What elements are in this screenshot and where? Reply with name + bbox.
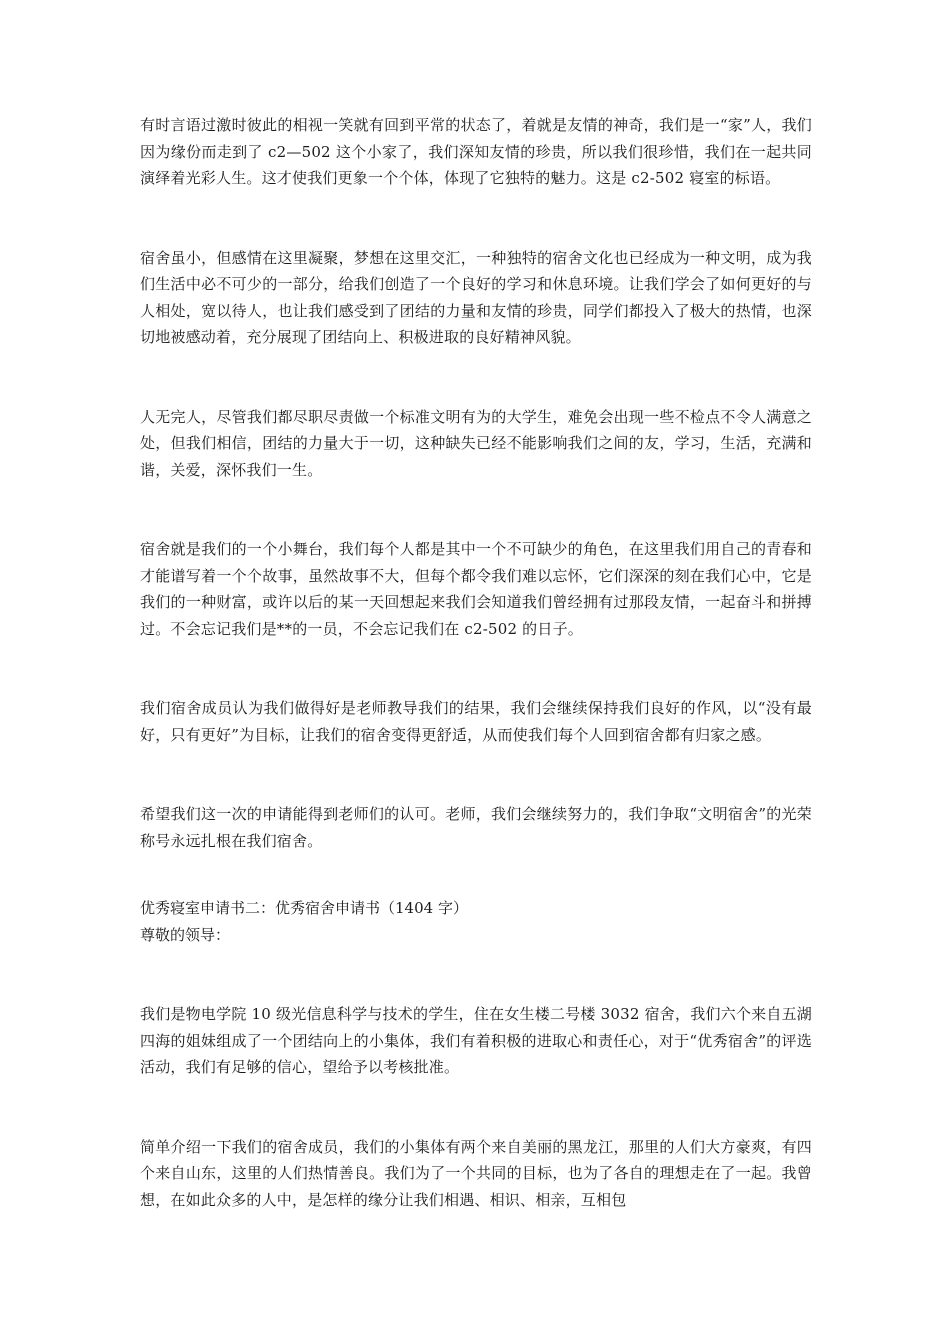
paragraph: 宿舍虽小，但感情在这里凝聚，梦想在这里交汇，一种独特的宿舍文化也已经成为一种文明，成为我们生活中必不可少的一部分，给我们创造了一个良好的学习和休息环境。让我们学会了如何更好的与人相处，宽以待人，也让我们感受到了团结的力量和友情的珍贵，同学们都投入了极大的热情，也深切地被感动着，充分展现了团结向上、积极进取的良好精神风貌。 — [140, 248, 812, 346]
paragraph-gap — [140, 351, 812, 404]
paragraph: 希望我们这一次的申请能得到老师们的认可。老师，我们会继续努力的，我们争取“文明宿舍”的光荣称号永远扎根在我们宿舍。 — [140, 805, 812, 850]
paragraph-gap — [140, 748, 812, 801]
paragraph-gap — [140, 854, 812, 895]
paragraph: 有时言语过激时彼此的相视一笑就有回到平常的状态了，着就是友情的神奇，我们是一“家”人，我们因为缘份而走到了 c2—502 这个小家了，我们深知友情的珍贵，所以我们很珍惜，我们在一起共同演绎着光彩人生。这才使我们更象一个个体，体现了它独特的魅力。这是 c2-502 寝室的标语。 — [140, 116, 812, 187]
paragraph-gap — [140, 483, 812, 536]
paragraph-gap — [140, 192, 812, 245]
paragraph-gap — [140, 948, 812, 1001]
paragraph: 简单介绍一下我们的宿舍成员，我们的小集体有两个来自美丽的黑龙江，那里的人们大方豪爽，有四个来自山东，这里的人们热情善良。我们为了一个共同的目标，也为了各自的理想走在了一起。我曾想，在如此众多的人中，是怎样的缘分让我们相遇、相识、相亲，互相包 — [140, 1137, 812, 1209]
paragraph-gap — [140, 642, 812, 695]
paragraph: 我们是物电学院 10 级光信息科学与技术的学生，住在女生楼二号楼 3032 宿舍，我们六个来自五湖四海的姐妹组成了一个团结向上的小集体，我们有着积极的进取心和责任心，对于“优秀宿舍”的评选活动，我们有足够的信心，望给予以考核批准。 — [140, 1005, 812, 1076]
paragraph: 宿舍就是我们的一个小舞台，我们每个人都是其中一个不可缺少的角色，在这里我们用自己的青春和才能谱写着一个个故事，虽然故事不大，但每个都令我们难以忘怀，它们深深的刻在我们心中，它是我们的一种财富，或许以后的某一天回想起来我们会知道我们曾经拥有过那段友情，一起奋斗和拼搏过。不会忘记我们是**的一员，不会忘记我们在 c2-502 的日子。 — [140, 540, 812, 638]
document-body — [140, 112, 812, 1213]
salutation: 尊敬的领导： — [140, 925, 231, 944]
paragraph-gap — [140, 1081, 812, 1134]
paragraph: 我们宿舍成员认为我们做得好是老师教导我们的结果，我们会继续保持我们良好的作风，以“没有最好，只有更好”为目标，让我们的宿舍变得更舒适，从而使我们每个人回到宿舍都有归家之感。 — [140, 699, 812, 744]
section-title: 优秀寝室申请书二：优秀宿舍申请书（1404 字） — [140, 899, 468, 917]
section-heading — [140, 895, 812, 948]
paragraph: 人无完人，尽管我们都尽职尽责做一个标准文明有为的大学生，难免会出现一些不检点不令人满意之处，但我们相信，团结的力量大于一切，这种缺失已经不能影响我们之间的友，学习，生活，充满和谐，关爱，深怀我们一生。 — [140, 407, 812, 479]
